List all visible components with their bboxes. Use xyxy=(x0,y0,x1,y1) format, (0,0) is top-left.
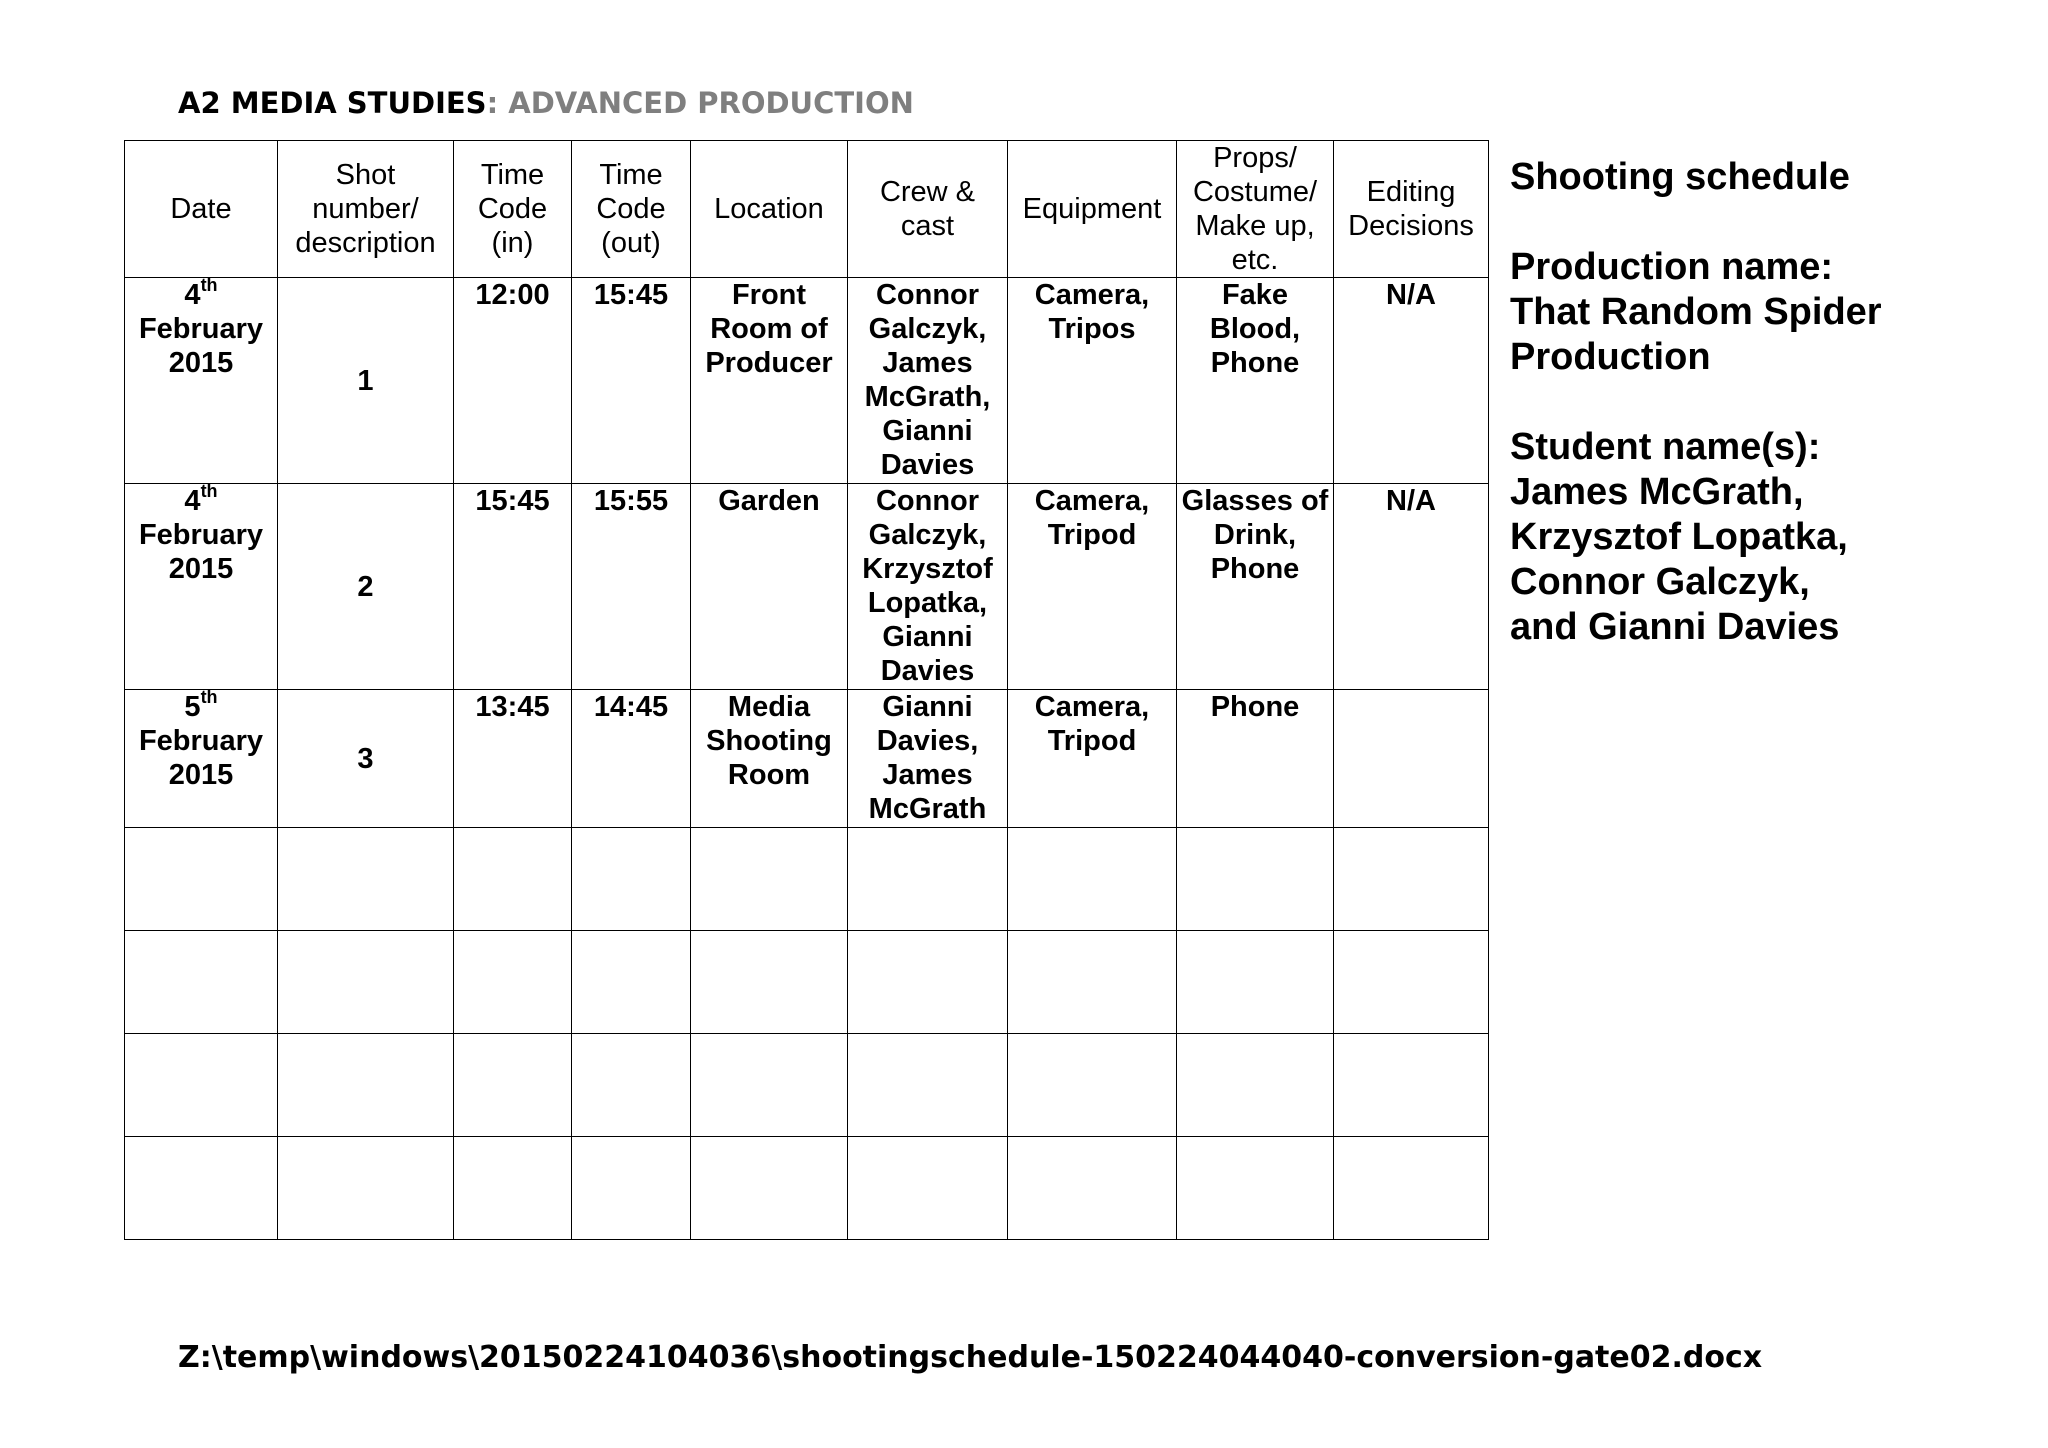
cell-props: Phone xyxy=(1177,690,1334,828)
column-header-time-out: Time Code (out) xyxy=(572,141,691,278)
cell-time-in: 13:45 xyxy=(454,690,572,828)
cell-equipment: Camera, Tripos xyxy=(1008,278,1177,484)
production-info xyxy=(1510,245,2030,380)
table-row-empty xyxy=(125,828,1489,931)
cell-crew: Gianni Davies, James McGrath xyxy=(848,690,1008,828)
cell-time-out: 15:55 xyxy=(572,484,691,690)
cell-location: Media Shooting Room xyxy=(691,690,848,828)
cell-date: 5th February 2015 xyxy=(125,690,278,828)
student-name: James McGrath, xyxy=(1510,471,1804,513)
table-row-empty xyxy=(125,931,1489,1034)
schedule-title: Shooting schedule xyxy=(1510,156,1850,198)
schedule-info-panel xyxy=(1510,155,2030,695)
cell-shot: 2 xyxy=(278,484,454,690)
cell-date: 4th February 2015 xyxy=(125,278,278,484)
cell-time-out: 15:45 xyxy=(572,278,691,484)
table-row xyxy=(125,278,1489,484)
table-row-empty xyxy=(125,1034,1489,1137)
student-info xyxy=(1510,425,2030,650)
column-header-equipment: Equipment xyxy=(1008,141,1177,278)
cell-equipment: Camera, Tripod xyxy=(1008,690,1177,828)
cell-location: Front Room of Producer xyxy=(691,278,848,484)
column-header-shot: Shot number/ description xyxy=(278,141,454,278)
student-name: Krzysztof Lopatka, xyxy=(1510,516,1848,558)
cell-time-in: 15:45 xyxy=(454,484,572,690)
production-name: That Random Spider Production xyxy=(1510,291,1882,378)
column-header-crew: Crew & cast xyxy=(848,141,1008,278)
cell-props: Glasses of Drink, Phone xyxy=(1177,484,1334,690)
student-name: Connor Galczyk, xyxy=(1510,561,1810,603)
cell-location: Garden xyxy=(691,484,848,690)
table-header-row xyxy=(125,141,1489,278)
column-header-props: Props/ Costume/ Make up, etc. xyxy=(1177,141,1334,278)
table-row xyxy=(125,484,1489,690)
production-label: Production name: xyxy=(1510,246,1834,288)
cell-equipment: Camera, Tripod xyxy=(1008,484,1177,690)
cell-time-in: 12:00 xyxy=(454,278,572,484)
cell-crew: Connor Galczyk, Krzysztof Lopatka, Gianni Davies xyxy=(848,484,1008,690)
column-header-date: Date xyxy=(125,141,278,278)
file-path-footer: Z:\temp\windows\20150224104036\shootingschedule-150224044040-conversion-gate02.docx xyxy=(178,1340,1763,1375)
column-header-time-in: Time Code (in) xyxy=(454,141,572,278)
table-row xyxy=(125,690,1489,828)
cell-crew: Connor Galczyk, James McGrath, Gianni Davies xyxy=(848,278,1008,484)
header-title: A2 MEDIA STUDIES xyxy=(178,86,487,120)
table-row-empty xyxy=(125,1137,1489,1240)
page-header xyxy=(178,86,914,120)
cell-time-out: 14:45 xyxy=(572,690,691,828)
students-label: Student name(s): xyxy=(1510,426,1821,468)
shooting-schedule-table xyxy=(124,140,1489,1240)
cell-props: Fake Blood, Phone xyxy=(1177,278,1334,484)
column-header-editing: Editing Decisions xyxy=(1334,141,1489,278)
student-name: and Gianni Davies xyxy=(1510,606,1840,648)
cell-date: 4th February 2015 xyxy=(125,484,278,690)
cell-editing: N/A xyxy=(1334,278,1489,484)
cell-editing xyxy=(1334,690,1489,828)
column-header-location: Location xyxy=(691,141,848,278)
cell-shot: 1 xyxy=(278,278,454,484)
cell-editing: N/A xyxy=(1334,484,1489,690)
header-subtitle: : ADVANCED PRODUCTION xyxy=(486,86,914,120)
cell-shot: 3 xyxy=(278,690,454,828)
